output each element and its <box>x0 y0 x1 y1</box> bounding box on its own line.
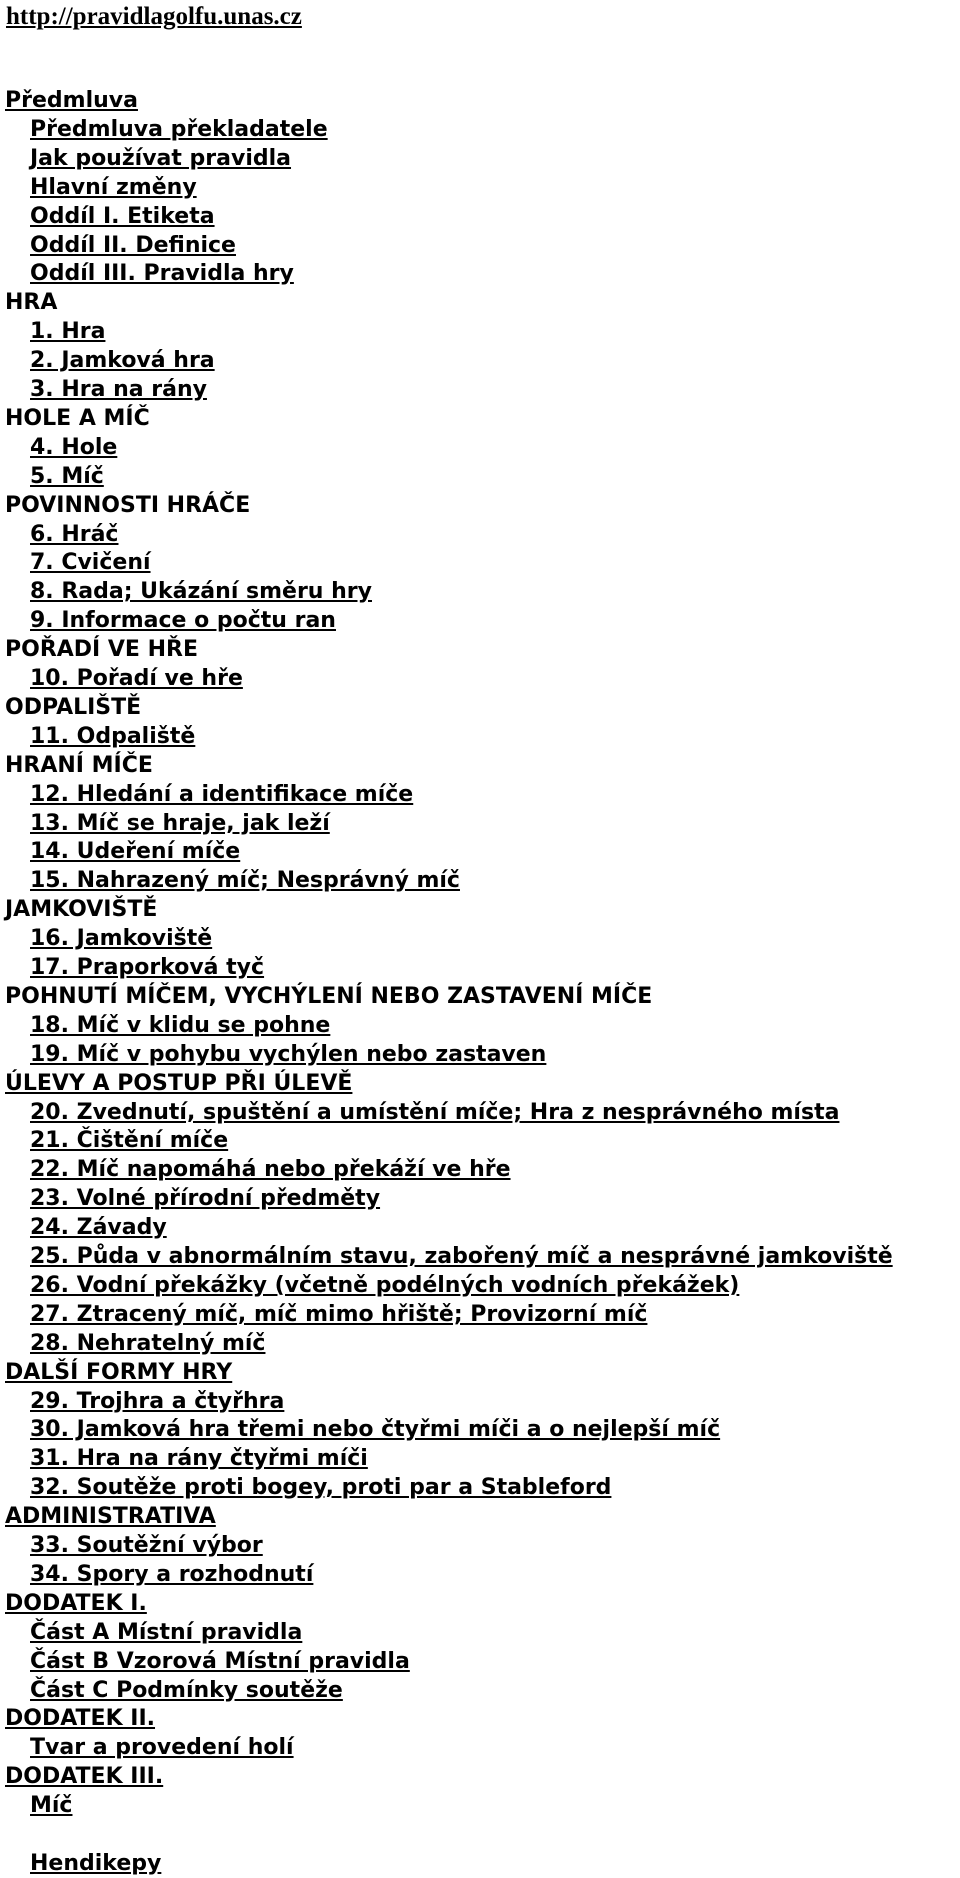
toc-item[interactable] <box>0 375 207 404</box>
toc-section-heading[interactable] <box>0 86 138 115</box>
toc-section-heading <box>0 751 153 780</box>
toc-item[interactable] <box>0 837 240 866</box>
toc-section-label: POVINNOSTI HRÁČE <box>5 493 251 518</box>
toc-section-heading <box>0 895 157 924</box>
toc-item[interactable] <box>0 1011 330 1040</box>
toc-item[interactable] <box>0 1415 720 1444</box>
toc-section-label: ADMINISTRATIVA <box>5 1504 216 1529</box>
toc-item-label: 28. Nehratelný míč <box>30 1331 266 1356</box>
toc-item[interactable] <box>0 722 195 751</box>
toc-item[interactable] <box>0 1618 302 1647</box>
toc-item-label: 27. Ztracený míč, míč mimo hřiště; Provizorní míč <box>30 1302 648 1327</box>
toc-item-label: 26. Vodní překážky (včetně podélných vodních překážek) <box>30 1273 740 1298</box>
toc-item[interactable] <box>0 1040 546 1069</box>
toc-section-heading[interactable] <box>0 1069 352 1098</box>
toc-item[interactable] <box>0 1531 263 1560</box>
toc-item-label: 12. Hledání a identifikace míče <box>30 782 414 807</box>
toc-section-label: DODATEK I. <box>5 1591 147 1616</box>
toc-section-label: DALŠÍ FORMY HRY <box>5 1360 233 1385</box>
toc-section-label: Předmluva <box>5 88 138 113</box>
toc-item-label: Hlavní změny <box>30 175 197 200</box>
source-url-link[interactable]: http://pravidlagolfu.unas.cz <box>6 3 302 30</box>
toc-item[interactable] <box>0 1126 228 1155</box>
toc-item-label: Oddíl I. Etiketa <box>30 204 215 229</box>
toc-item[interactable] <box>0 866 460 895</box>
toc-item-label: 18. Míč v klidu se pohne <box>30 1013 331 1038</box>
toc-item-label: 16. Jamkoviště <box>30 926 213 951</box>
toc-item-label: 3. Hra na rány <box>30 377 207 402</box>
toc-item-label: 6. Hráč <box>30 522 119 547</box>
toc-item-label: 33. Soutěžní výbor <box>30 1533 263 1558</box>
toc-item[interactable] <box>0 144 291 173</box>
toc-item[interactable] <box>0 317 105 346</box>
toc-item-label: 25. Půda v abnormálním stavu, zabořený míč a nesprávné jamkoviště <box>30 1244 893 1269</box>
toc-section-heading <box>0 288 57 317</box>
toc-item[interactable] <box>0 1387 284 1416</box>
toc-item-label: 20. Zvednutí, spuštění a umístění míče; Hra z nesprávného místa <box>30 1100 840 1125</box>
toc-item[interactable] <box>0 1213 167 1242</box>
toc-item[interactable] <box>0 780 413 809</box>
toc-item-label: Hendikepy <box>30 1851 162 1876</box>
toc-section-heading[interactable] <box>0 1589 147 1618</box>
toc-item-label: 8. Rada; Ukázání směru hry <box>30 579 372 604</box>
toc-section-heading <box>0 982 652 1011</box>
toc-item[interactable] <box>0 1849 161 1878</box>
toc-section-heading <box>0 635 198 664</box>
toc-item[interactable] <box>0 548 151 577</box>
toc-section-heading <box>0 693 141 722</box>
toc-item[interactable] <box>0 1329 265 1358</box>
toc-item[interactable] <box>0 202 215 231</box>
toc-section-heading[interactable] <box>0 1502 216 1531</box>
toc-item-label: Část B Vzorová Místní pravidla <box>30 1649 410 1674</box>
toc-item[interactable] <box>0 1271 739 1300</box>
toc-item-label: 1. Hra <box>30 319 106 344</box>
toc-section-label: HOLE A MÍČ <box>5 406 150 431</box>
toc-item-label: 7. Cvičení <box>30 550 151 575</box>
toc-section-heading[interactable] <box>0 1358 232 1387</box>
toc-section-label: ÚLEVY A POSTUP PŘI ÚLEVĚ <box>5 1071 353 1096</box>
toc-item[interactable] <box>0 1184 380 1213</box>
toc-item[interactable] <box>0 1560 313 1589</box>
toc-item[interactable] <box>0 1733 294 1762</box>
toc-section-label: JAMKOVIŠTĚ <box>5 897 158 922</box>
toc-item-label: 14. Udeření míče <box>30 839 241 864</box>
toc-item-label: 15. Nahrazený míč; Nesprávný míč <box>30 868 460 893</box>
toc-item <box>0 1820 30 1849</box>
toc-item[interactable] <box>0 1444 368 1473</box>
toc-item-label: Oddíl II. Definice <box>30 233 236 258</box>
toc-item-label: 22. Míč napomáhá nebo překáží ve hře <box>30 1157 511 1182</box>
toc-item[interactable] <box>0 809 330 838</box>
toc-item-label: 17. Praporková tyč <box>30 955 265 980</box>
toc-item[interactable] <box>0 577 372 606</box>
toc-item[interactable] <box>0 1242 893 1271</box>
toc-item[interactable] <box>0 1155 511 1184</box>
toc-item[interactable] <box>0 924 212 953</box>
toc-item-label: 32. Soutěže proti bogey, proti par a Stableford <box>30 1475 612 1500</box>
toc-section-label: DODATEK II. <box>5 1706 156 1731</box>
toc-item-label: 2. Jamková hra <box>30 348 215 373</box>
toc-section-label: HRANÍ MÍČE <box>5 753 153 778</box>
toc-section-heading <box>0 491 250 520</box>
toc-item[interactable] <box>0 1676 343 1705</box>
toc-section-label: ODPALIŠTĚ <box>5 695 142 720</box>
toc-item[interactable] <box>0 259 294 288</box>
toc-section-label: POHNUTÍ MÍČEM, VYCHÝLENÍ NEBO ZASTAVENÍ MÍČE <box>5 984 653 1009</box>
toc-item[interactable] <box>0 346 215 375</box>
toc-section-heading <box>0 404 150 433</box>
toc-item-label: 13. Míč se hraje, jak leží <box>30 811 330 836</box>
toc-item[interactable] <box>0 606 336 635</box>
toc-item-label: 9. Informace o počtu ran <box>30 608 336 633</box>
toc-item[interactable] <box>0 1300 647 1329</box>
toc-item-label: Oddíl III. Pravidla hry <box>30 261 294 286</box>
toc-item-label: 10. Pořadí ve hře <box>30 666 243 691</box>
toc-item-label: Jak používat pravidla <box>30 146 292 171</box>
toc-item[interactable] <box>0 1647 410 1676</box>
toc-item[interactable] <box>0 953 264 982</box>
toc-item-label: 4. Hole <box>30 435 118 460</box>
toc-item-label: 30. Jamková hra třemi nebo čtyřmi míči a o nejlepší míč <box>30 1417 721 1442</box>
toc-item-label: 19. Míč v pohybu vychýlen nebo zastaven <box>30 1042 547 1067</box>
toc-item-label: 34. Spory a rozhodnutí <box>30 1562 314 1587</box>
toc-item-label: 23. Volné přírodní předměty <box>30 1186 381 1211</box>
toc-item-label: Část A Místní pravidla <box>30 1620 303 1645</box>
toc-item[interactable] <box>0 1791 72 1820</box>
toc-item-label: Část C Podmínky soutěže <box>30 1678 343 1703</box>
toc-section-heading[interactable] <box>0 1762 163 1791</box>
toc-item[interactable] <box>0 115 328 144</box>
toc-item-label: 29. Trojhra a čtyřhra <box>30 1389 285 1414</box>
toc-item-label: Předmluva překladatele <box>30 117 328 142</box>
toc-section-heading[interactable] <box>0 1704 155 1733</box>
toc-item-label: Tvar a provedení holí <box>30 1735 294 1760</box>
toc-item-label: 21. Čištění míče <box>30 1128 229 1153</box>
toc-item[interactable] <box>0 664 243 693</box>
toc-item-label: 11. Odpaliště <box>30 724 196 749</box>
toc-item[interactable] <box>0 433 117 462</box>
toc-item-label: 5. Míč <box>30 464 104 489</box>
toc-section-label: HRA <box>5 290 58 315</box>
toc-item-label: Míč <box>30 1793 73 1818</box>
toc-item[interactable] <box>0 520 118 549</box>
toc-section-label: POŘADÍ VE HŘE <box>5 637 198 662</box>
toc-item[interactable] <box>0 231 236 260</box>
toc-item[interactable] <box>0 1098 839 1127</box>
toc-item[interactable] <box>0 173 197 202</box>
toc-section-label: DODATEK III. <box>5 1764 164 1789</box>
toc-item[interactable] <box>0 1473 611 1502</box>
toc-item[interactable] <box>0 462 104 491</box>
toc-item-label: 24. Závady <box>30 1215 167 1240</box>
toc-item-label: 31. Hra na rány čtyřmi míči <box>30 1446 368 1471</box>
